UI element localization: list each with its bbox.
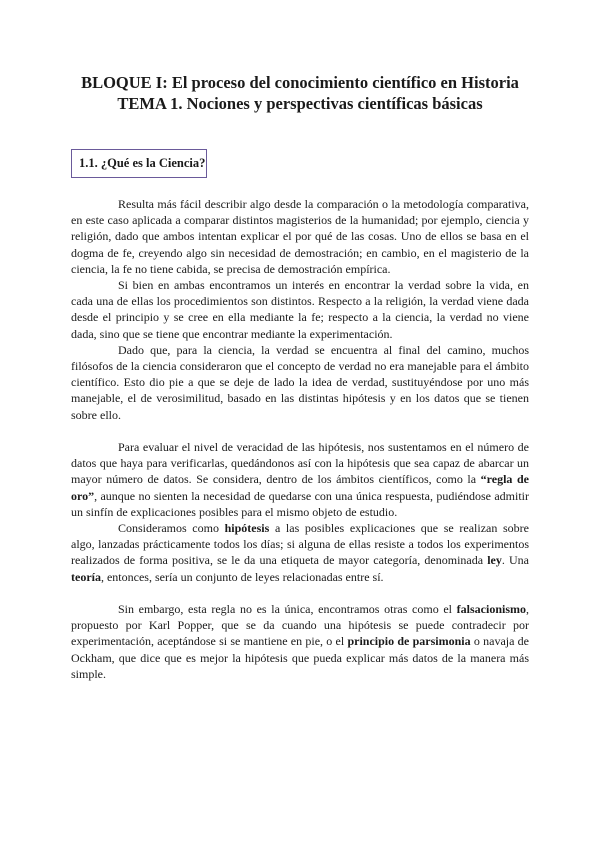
paragraph-5-text-mid2: . Una xyxy=(501,553,529,568)
paragraph-6-text: Sin embargo, esta regla no es la única, encontramos otras como el xyxy=(118,602,457,617)
paragraph-3: Dado que, para la ciencia, la verdad se encuentra al final del camino, muchos filósofos de la ciencia consideraron que el concepto de verdad no era manejable para el ámbito científico. Esto dio pie a que se deje de lado la idea de verdad, sustituyéndose por uno más manejable, el de verosimilitud, basado en las distintas hipótesis y en los datos que se tienen sobre ello. xyxy=(71,342,529,422)
paragraph-6 xyxy=(71,601,529,682)
paragraph-4-text-end: , aunque no sienten la necesidad de quedarse con una única respuesta, pudiéndose admitir un sinfín de explicaciones posibles para el mismo objeto de estudio. xyxy=(71,488,529,519)
bloque-title: BLOQUE I: El proceso del conocimiento científico en Historia xyxy=(81,73,519,92)
paragraph-4-text: Para evaluar el nivel de veracidad de las hipótesis, nos sustentamos en el número de datos que haya para verificarlas, quedándonos así con la hipótesis que sea capaz de abarcar un mayor número de datos. Se considera, dentro de los ámbitos científicos, como la xyxy=(71,440,529,487)
paragraph-5-text-mid: a las posibles explicaciones que se realizan sobre algo, lanzadas prácticamente todos los días; si alguna de ellas resiste a todos los experimentos realizados de forma positiva, se le da una etiqueta de mayor categoría, denominada xyxy=(71,521,529,568)
paragraph-1: Resulta más fácil describir algo desde la comparación o la metodología comparativa, en este caso aplicada a comparar distintos magisterios de la humanidad; por ejemplo, ciencia y religión, dado que ambos intentan explicar el por qué de las cosas. Uno de ellos se basa en el dogma de fe, creyendo algo sin necesidad de demostración; en cambio, en el magisterio de la ciencia, la fe no tiene cabida, se precisa de demostración empírica. xyxy=(71,197,529,276)
tema-title: TEMA 1. Nociones y perspectivas científicas básicas xyxy=(117,94,483,113)
ley-term: ley xyxy=(487,553,502,568)
falsacionismo-term: falsacionismo xyxy=(456,602,526,617)
body-text xyxy=(71,196,529,682)
principio-parsimonia-term: principio de parsimonia xyxy=(347,634,471,649)
paragraph-6-text-end: o navaja de Ockham, que dice que es mejor la hipótesis que pueda explicar más datos de la manera más simple. xyxy=(71,634,530,681)
paragraph-5-text-end: , entonces, sería un conjunto de leyes relacionadas entre sí. xyxy=(100,569,384,584)
paragraph-2: Si bien en ambas encontramos un interés en encontrar la verdad sobre la vida, en cada una de ellas los procedimientos son distintos. Respecto a la religión, la verdad viene dada desde el principio y se cree en ella mediante la fe; respecto a la ciencia, la verdad no viene dada, sino que se tiene que encontrar mediante la experimentación. xyxy=(71,278,529,341)
regla-de-oro-term: “regla de oro” xyxy=(71,472,529,503)
teoria-term: teoría xyxy=(71,569,101,584)
paragraph-5 xyxy=(71,520,529,585)
paragraph-5-text: Consideramos como xyxy=(118,521,225,536)
paragraph-6-text-mid: , propuesto por Karl Popper, que se da cuando una hipótesis se puede contradecir por experimentación, aceptándose si se mantiene en pie, o el xyxy=(71,602,529,649)
document-header xyxy=(0,72,600,114)
section-heading: 1.1. ¿Qué es la Ciencia? xyxy=(71,149,207,178)
paragraph-4 xyxy=(71,439,529,520)
hipotesis-term: hipótesis xyxy=(224,521,270,536)
